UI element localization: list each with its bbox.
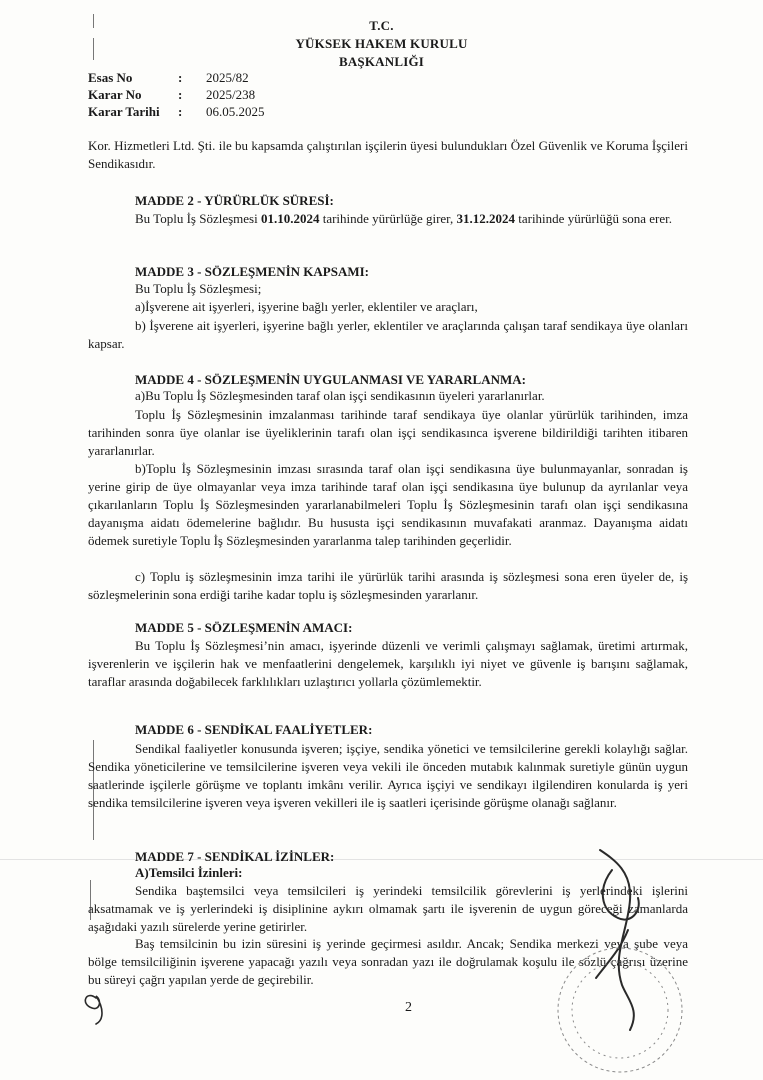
article-4-p2: Toplu İş Sözleşmesinin imzalanması tarihinde taraf sendikaya üye olanlar yürürlük tarihinden, imza tarihinden sonra üye olanlar ise üyeliklerinin tarafı olan işçi sendikasınca işverene bildirildiği tarihten itibaren yararlanırlar. bbox=[88, 407, 688, 458]
meta-label: Karar No bbox=[88, 87, 142, 102]
article-4-p1: a)Bu Toplu İş Sözleşmesinden taraf olan işçi sendikasının üyeleri yararlanırlar. bbox=[135, 388, 545, 403]
page-number: 2 bbox=[405, 1000, 412, 1015]
article-6-title: MADDE 6 - SENDİKAL FAALİYETLER: bbox=[135, 722, 373, 737]
initials-signature bbox=[85, 996, 102, 1024]
meta-sep: : bbox=[178, 104, 183, 119]
article-2-title: MADDE 2 - YÜRÜRLÜK SÜRESİ: bbox=[135, 193, 334, 208]
meta-value: 06.05.2025 bbox=[206, 104, 265, 119]
article-3-title: MADDE 3 - SÖZLEŞMENİN KAPSAMI: bbox=[135, 264, 370, 279]
article-6-p1: Sendikal faaliyetler konusunda işveren; işçiye, sendika yönetici ve temsilcilerine gerekli kolaylığı sağlar. Sendika yöneticilerine ve temsilcilerine işveren veya vekili ile önceden mutabık kalınmak suretiyle günün uygun saatlerinde işçilerle görüşme ve toplantı imkânı verilir. Ayrıca işçiyi ve sendikayı ilgilendiren konularda iş yeri sendika temsilcilerine işveren veya işveren vekilleri ile iş saatleri içerisinde görüşme olanağı sağlanır. bbox=[88, 741, 688, 810]
article-2-text-1: Bu Toplu İş Sözleşmesi bbox=[135, 211, 261, 226]
article-3-p3: b) İşverene ait işyerleri, işyerine bağlı yerler, eklentiler ve araçlarında çalışan taraf sendikaya üye olanları kapsar. bbox=[88, 318, 688, 351]
article-3-p1: Bu Toplu İş Sözleşmesi; bbox=[135, 281, 262, 296]
article-7-subtitle: A)Temsilci İzinleri: bbox=[135, 865, 243, 880]
signature-scribble bbox=[596, 850, 639, 1030]
header-tc: T.C. bbox=[369, 18, 394, 33]
seal-stamp bbox=[558, 948, 682, 1072]
article-2-start-date: 01.10.2024 bbox=[260, 211, 320, 226]
article-4-p3: b)Toplu İş Sözleşmesinin imzası sırasında taraf olan işçi sendikasına üye bulunmayanlar, sonradan iş yerine girip de üye olmayanlar veya imza tarihinde taraf olan işçi sendikasına üye bulunup da ayrılanlar veya çıkarılanların Toplu İş Sözleşmesinden yararlanabilmeleri Toplu İş Sözleşmesinin tarafı olan işçi sendikasına dayanışma aidatı ödemelerine bağlıdır. Bu hususta işçi sendikasının muvafakati aranmaz. Dayanışma aidatı ödemek suretiyle Toplu İş Sözleşmesinden yararlanma talep tarihinden geçerlidir. bbox=[88, 461, 688, 548]
meta-value: 2025/82 bbox=[206, 70, 249, 85]
article-4-title: MADDE 4 - SÖZLEŞMENİN UYGULANMASI VE YARARLANMA: bbox=[135, 372, 526, 387]
article-2-end-date: 31.12.2024 bbox=[456, 211, 515, 226]
article-7-p1: Sendika baştemsilci veya temsilcileri iş yerindeki temsilcilik görevlerini iş yerlerindeki işlerini aksatmamak ve iş yerlerindeki iş disiplinine aykırı olmamak şartı ile işverenin de uygun göreceği zamanlarda aşağıdaki yazılı sürelerde yerine getirirler. bbox=[88, 883, 688, 934]
meta-label: Karar Tarihi bbox=[88, 104, 160, 119]
header-institution: YÜKSEK HAKEM KURULU bbox=[295, 36, 468, 51]
article-7-title: MADDE 7 - SENDİKAL İZİNLER: bbox=[135, 849, 335, 864]
article-7-p2: Baş temsilcinin bu izin süresini iş yerinde geçirmesi asıldır. Ancak; Sendika merkezi veya şube veya bölge temsilciliğinin işverene yapacağı yazılı veya sonradan yazı ile doğrulamak koşulu ile sözlü çağrısı üzerine bu süreyi çağrı yapılan yerde de geçirebilir. bbox=[88, 936, 688, 987]
article-4-p4: c) Toplu iş sözleşmesinin imza tarihi ile yürürlük tarihi arasında iş sözleşmesi sona eren üyeler de, iş sözleşmelerinin sona erdiği tarihe kadar toplu iş sözleşmesinden yararlanır. bbox=[88, 569, 688, 602]
article-2-text-2: tarihinde yürürlüğe girer, bbox=[319, 211, 457, 226]
article-3-p2: a)İşverene ait işyerleri, işyerine bağlı yerler, eklentiler ve araçları, bbox=[135, 299, 478, 314]
meta-sep: : bbox=[178, 70, 183, 85]
intro-paragraph: Kor. Hizmetleri Ltd. Şti. ile bu kapsamda çalıştırılan işçilerin üyesi bulundukları Özel Güvenlik ve Koruma İşçileri Sendikasıdır. bbox=[88, 138, 688, 171]
meta-value: 2025/238 bbox=[206, 87, 256, 102]
meta-sep: : bbox=[178, 87, 183, 102]
meta-label: Esas No bbox=[88, 70, 133, 85]
header-office: BAŞKANLIĞI bbox=[338, 54, 425, 69]
article-2-text-3: tarihinde yürürlüğü sona erer. bbox=[514, 211, 673, 226]
article-5-p1: Bu Toplu İş Sözleşmesi’nin amacı, işyerinde düzenli ve verimli çalışmayı sağlamak, üretimi artırmak, işverenlerin ve işçilerin hak ve menfaatlerini dengelemek, karşılıklı iyi niyet ve güvenle iş barışını sağlamak, taraflar arasında doğabilecek farklılıkları uzlaştırıcı yollarla çözümlemektir. bbox=[88, 638, 688, 689]
article-5-title: MADDE 5 - SÖZLEŞMENİN AMACI: bbox=[135, 620, 353, 635]
